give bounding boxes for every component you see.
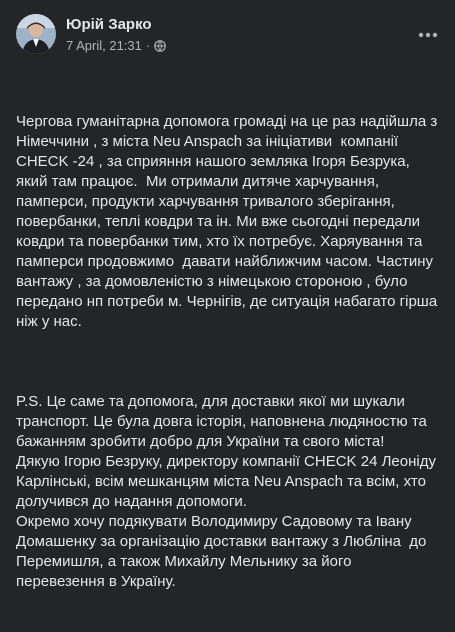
avatar-photo-icon xyxy=(16,14,56,54)
author-avatar[interactable] xyxy=(16,14,56,54)
more-options-icon[interactable] xyxy=(413,20,443,50)
post-paragraph: Чергова гуманітарна допомога громаді на це раз надійшла з Німеччини , з міста Neu Anspach за ініціативи компанії CHECK -24 , за сприяння нашого земляка Ігоря Безрука, який там працює. Ми отримали дитяче харчування, памперси, продукти харчування тривалого зберігання, повербанки, теплі ковдри та ін. Ми вже сьогодні передали ковдри та повербанки тим, хто їх потребує. Харяування та памперси продовжимо давати найближчим часом. Частину вантажу , за домовленістю з німецькою стороною , було передано нп потреби м. Чернігів, де ситуація набагато гірша ніж у нас. xyxy=(16,113,442,330)
post-meta xyxy=(66,14,166,55)
author-name[interactable]: Юрій Зарко xyxy=(66,16,152,33)
globe-icon[interactable] xyxy=(154,40,166,52)
post-paragraph: P.S. Це саме та допомога, для доставки якої ми шукали транспорт. Це була довга історія, наповнена людяностю та бажанням зробити добро для України та свого міста! Дякую Ігорю Безруку, директору компанії CHECK 24 Леоніду Карлінські, всім мешканцям міста Neu Anspach та всім, хто долучився до надання допомоги. Окремо хочу подякувати Володимиру Садовому та Івану Домашенку за організацію доставки вантажу з Любліна до Перемишля, а також Михайлу Мельнику за його перевезення в Україну. xyxy=(16,393,436,590)
post-subline xyxy=(66,37,166,55)
post-timestamp[interactable]: 7 April, 21:31 xyxy=(66,38,142,53)
separator-dot: · xyxy=(145,38,151,53)
post-header xyxy=(16,14,439,62)
post-body xyxy=(16,72,442,632)
